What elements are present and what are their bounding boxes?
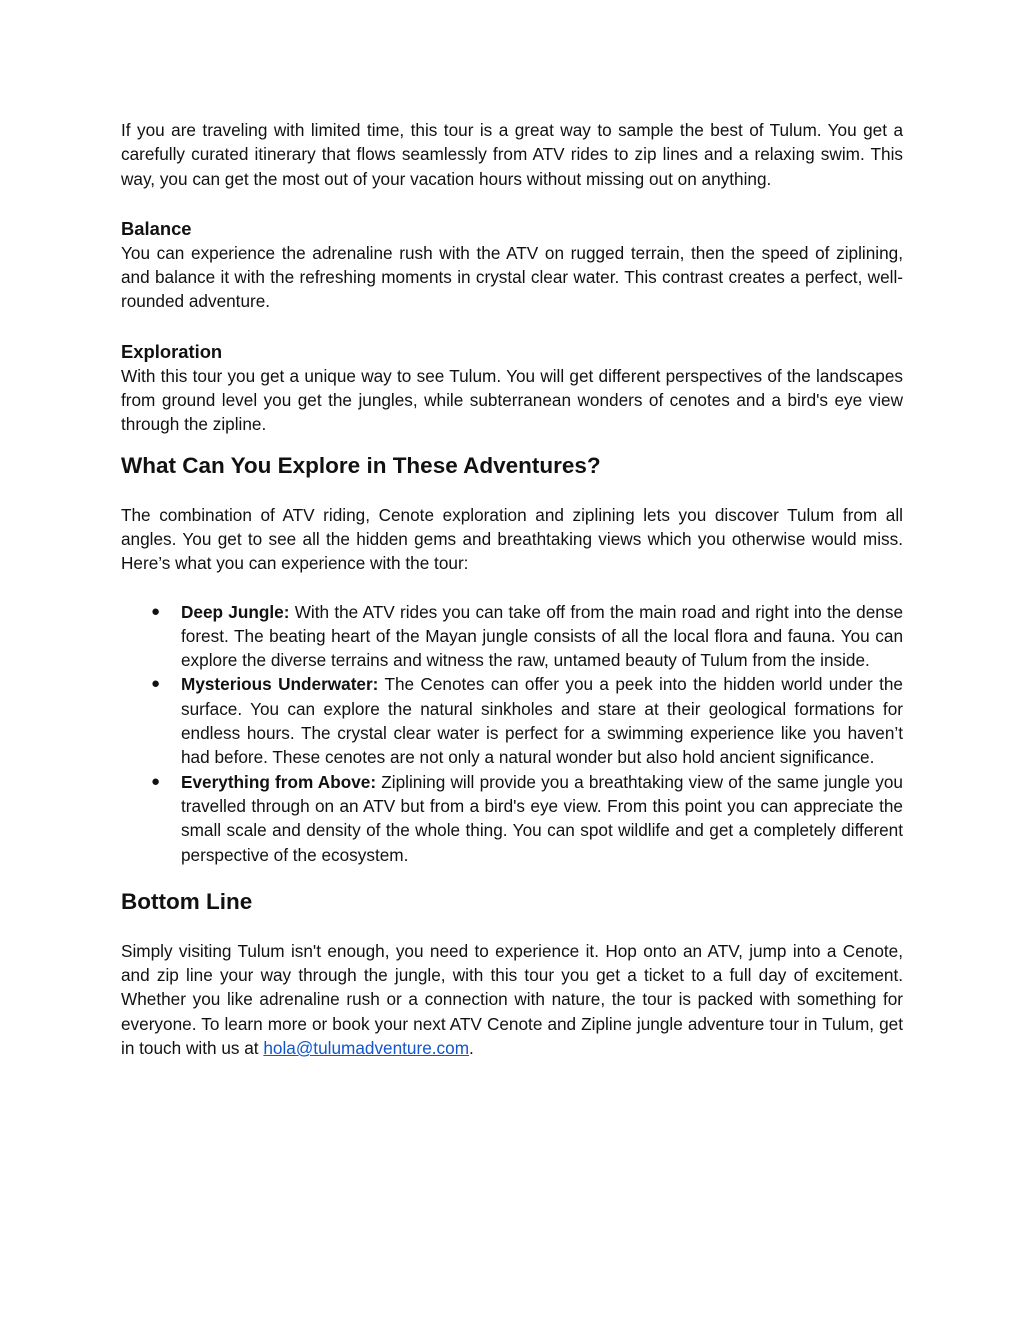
list-item [121, 600, 903, 673]
intro-paragraph: If you are traveling with limited time, this tour is a great way to sample the best of Tulum. You get a carefully curated itinerary that flows seamlessly from ATV rides to zip lines and a relaxing swim. This way, you can get the most out of your vacation hours without missing out on anything. [121, 120, 903, 189]
bullet-icon: ● [151, 772, 161, 790]
exploration-paragraph: With this tour you get a unique way to see Tulum. You will get different perspectives of the landscapes from ground level you get the jungles, while subterranean wonders of cenotes and a bird's eye view through the zipline. [121, 365, 903, 435]
list-item-text: Ziplining will provide you a breathtaking view of the same jungle you travelled through on an ATV but from a bird's eye view. From this point you can appreciate the small scale and density of the whole thing. You can spot wildlife and get a completely different perspective of the ecosystem. [181, 771, 903, 865]
balance-heading: Balance [121, 217, 192, 239]
list-item [121, 672, 903, 769]
list-item-title: Deep Jungle: [181, 601, 290, 622]
email-link[interactable]: hola@tulumadventure.com [263, 1038, 470, 1059]
balance-paragraph: You can experience the adrenaline rush with the ATV on rugged terrain, then the speed of ziplining, and balance it with the refreshing moments in crystal clear water. This contrast creates a perfect, well-rounded adventure. [121, 242, 903, 312]
list-item-title: Mysterious Underwater: [181, 674, 379, 695]
bullet-icon: ● [151, 675, 161, 693]
list-item [121, 770, 903, 867]
explore-section-intro: The combination of ATV riding, Cenote exploration and ziplining lets you discover Tulum from all angles. You get to see all the hidden gems and breathtaking views which you otherwise would miss. Here’s what you can experience with the tour: [121, 504, 903, 574]
document-page [121, 118, 903, 1060]
experience-list [121, 600, 903, 867]
bottom-line-end: . [469, 1038, 474, 1059]
explore-section-heading: What Can You Explore in These Adventures? [121, 452, 601, 478]
bottom-line-text: Simply visiting Tulum isn't enough, you need to experience it. Hop onto an ATV, jump into a Cenote, and zip line your way through the jungle, with this tour you get a ticket to a full day of excitement. Whether you like adrenaline rush or a connection with nature, the tour is packed with something for everyone. To learn more or book your next ATV Cenote and Zipline jungle adventure tour in Tulum, get in touch with us at [121, 940, 903, 1059]
list-item-text: The Cenotes can offer you a peek into the hidden world under the surface. You can explore the natural sinkholes and stare at their geological formations for endless hours. The crystal clear water is perfect for a swimming experience like you haven’t had before. These cenotes are not only a natural wonder but also hold ancient significance. [181, 674, 903, 768]
list-item-text: With the ATV rides you can take off from the main road and right into the dense forest. The beating heart of the Mayan jungle consists of all the local flora and fauna. You can explore the diverse terrains and witness the raw, untamed beauty of Tulum from the inside. [181, 601, 903, 671]
exploration-heading: Exploration [121, 340, 223, 362]
bottom-line-paragraph [121, 939, 903, 1060]
bottom-line-heading: Bottom Line [121, 888, 253, 914]
list-item-title: Everything from Above: [181, 771, 377, 792]
bullet-icon: ● [151, 602, 161, 620]
